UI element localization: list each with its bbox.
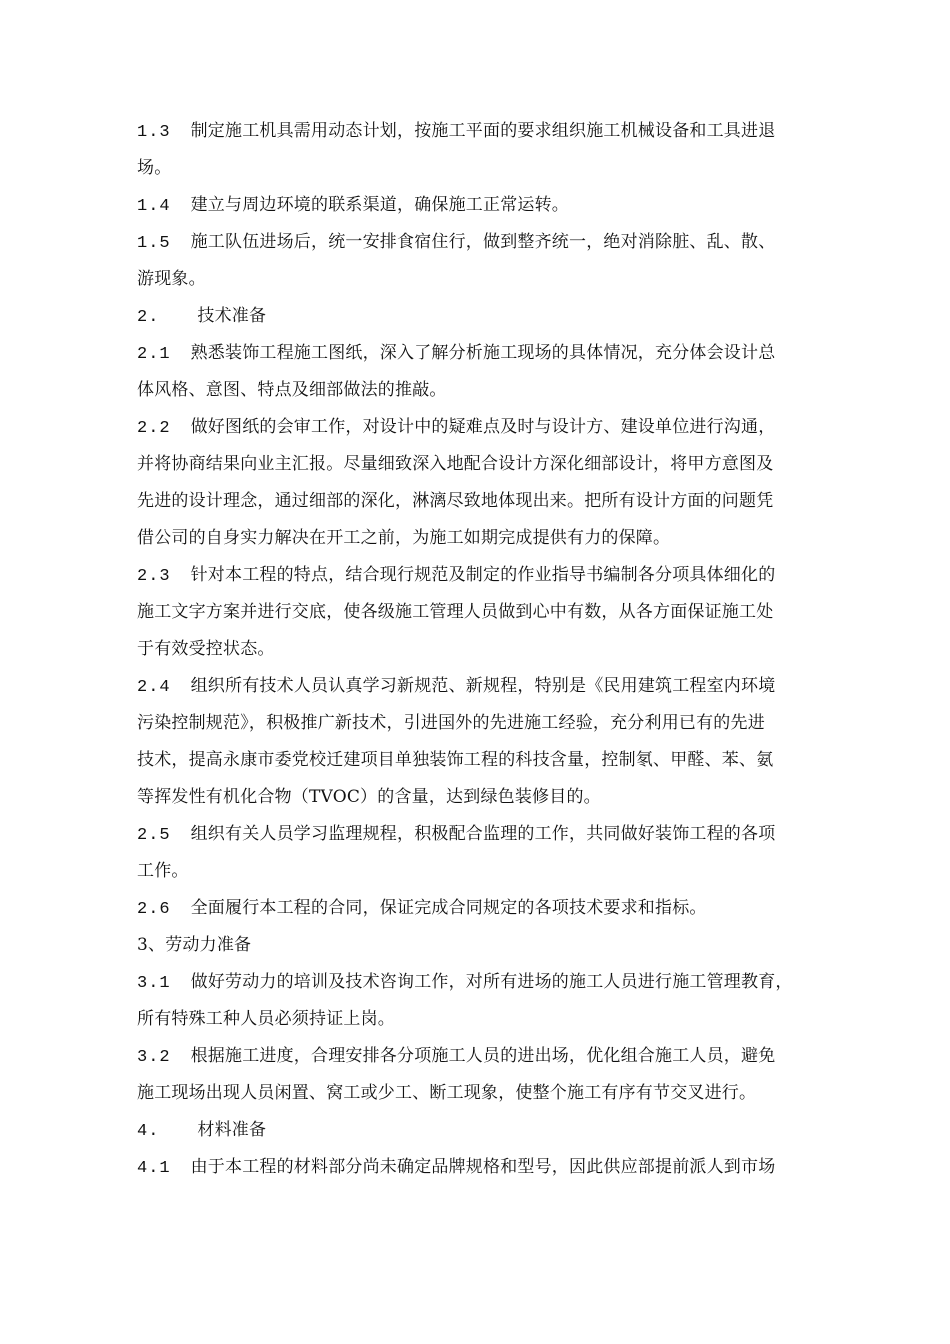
section-number: 2.3 bbox=[137, 567, 171, 586]
line-text: 施工队伍进场后，统一安排食宿住行，做到整齐统一，绝对消除脏、乱、散、 bbox=[190, 232, 776, 252]
line-text: 建立与周边环境的联系渠道，确保施工正常运转。 bbox=[190, 195, 570, 215]
text-line bbox=[137, 298, 849, 335]
section-number: 1.4 bbox=[137, 197, 171, 216]
text-line bbox=[137, 446, 849, 483]
section-number: 2.6 bbox=[137, 900, 171, 919]
text-line bbox=[137, 631, 849, 668]
text-line bbox=[137, 890, 849, 927]
line-text: 由于本工程的材料部分尚未确定品牌规格和型号，因此供应部提前派人到市场 bbox=[190, 1157, 776, 1177]
line-text: 污染控制规范》，积极推广新技术，引进国外的先进施工经验，充分利用已有的先进 bbox=[137, 713, 765, 733]
line-text: 技术，提高永康市委党校迁建项目单独装饰工程的科技含量，控制氡、甲醛、苯、氨 bbox=[137, 750, 774, 770]
text-line bbox=[137, 853, 849, 890]
text-line bbox=[137, 113, 849, 150]
text-line bbox=[137, 594, 849, 631]
line-text: 游现象。 bbox=[137, 269, 206, 289]
line-text: 先进的设计理念，通过细部的深化，淋漓尽致地体现出来。把所有设计方面的问题凭 bbox=[137, 491, 774, 511]
text-line bbox=[137, 668, 849, 705]
text-line bbox=[137, 409, 849, 446]
line-text: 施工文字方案并进行交底，使各级施工管理人员做到心中有数，从各方面保证施工处 bbox=[137, 602, 774, 622]
section-number: 2.4 bbox=[137, 678, 171, 697]
text-line bbox=[137, 742, 849, 779]
section-number: 2.2 bbox=[137, 419, 171, 438]
text-line bbox=[137, 150, 849, 187]
line-text: 借公司的自身实力解决在开工之前，为施工如期完成提供有力的保障。 bbox=[137, 528, 671, 548]
line-text: 根据施工进度，合理安排各分项施工人员的进出场，优化组合施工人员，避免 bbox=[190, 1046, 776, 1066]
text-line bbox=[137, 1038, 849, 1075]
text-line bbox=[137, 557, 849, 594]
text-line bbox=[137, 261, 849, 298]
text-line bbox=[137, 1075, 849, 1112]
text-line bbox=[137, 224, 849, 261]
line-text: 施工现场出现人员闲置、窝工或少工、断工现象，使整个施工有序有节交叉进行。 bbox=[137, 1083, 757, 1103]
line-text: 材料准备 bbox=[197, 1120, 267, 1140]
section-number: 2.5 bbox=[137, 826, 171, 845]
line-text: 场。 bbox=[137, 158, 172, 178]
text-line bbox=[137, 335, 849, 372]
line-text: 全面履行本工程的合同，保证完成合同规定的各项技术要求和指标。 bbox=[190, 898, 707, 918]
section-number: 4. bbox=[137, 1122, 160, 1141]
section-number: 3.2 bbox=[137, 1048, 171, 1067]
line-text: 熟悉装饰工程施工图纸，深入了解分析施工现场的具体情况，充分体会设计总 bbox=[190, 343, 776, 363]
line-text: 组织所有技术人员认真学习新规范、新规程，特别是《民用建筑工程室内环境 bbox=[190, 676, 776, 696]
section-number: 2. bbox=[137, 308, 160, 327]
section-number: 1.3 bbox=[137, 123, 171, 142]
text-line bbox=[137, 705, 849, 742]
line-text: 等挥发性有机化合物（TVOC）的含量，达到绿色装修目的。 bbox=[137, 787, 601, 807]
line-text: 制定施工机具需用动态计划，按施工平面的要求组织施工机械设备和工具进退 bbox=[190, 121, 776, 141]
line-text: 3、劳动力准备 bbox=[137, 935, 252, 955]
section-number: 4.1 bbox=[137, 1159, 171, 1178]
section-number: 1.5 bbox=[137, 234, 171, 253]
line-text: 做好劳动力的培训及技术咨询工作，对所有进场的施工人员进行施工管理教育， bbox=[190, 972, 793, 992]
text-line bbox=[137, 816, 849, 853]
document-body bbox=[137, 113, 849, 1186]
line-text: 于有效受控状态。 bbox=[137, 639, 275, 659]
section-number: 3.1 bbox=[137, 974, 171, 993]
text-line bbox=[137, 1149, 849, 1186]
text-line bbox=[137, 187, 849, 224]
text-line bbox=[137, 964, 849, 1001]
text-line bbox=[137, 927, 849, 964]
text-line bbox=[137, 1001, 849, 1038]
line-text: 技术准备 bbox=[197, 306, 267, 326]
text-line bbox=[137, 372, 849, 409]
line-text: 体风格、意图、特点及细部做法的推敲。 bbox=[137, 380, 447, 400]
line-text: 组织有关人员学习监理规程，积极配合监理的工作，共同做好装饰工程的各项 bbox=[190, 824, 776, 844]
text-line bbox=[137, 779, 849, 816]
line-text: 并将协商结果向业主汇报。尽量细致深入地配合设计方深化细部设计，将甲方意图及 bbox=[137, 454, 774, 474]
text-line bbox=[137, 1112, 849, 1149]
line-text: 针对本工程的特点，结合现行规范及制定的作业指导书编制各分项具体细化的 bbox=[190, 565, 776, 585]
text-line bbox=[137, 483, 849, 520]
line-text: 工作。 bbox=[137, 861, 189, 881]
section-number: 2.1 bbox=[137, 345, 171, 364]
text-line bbox=[137, 520, 849, 557]
line-text: 做好图纸的会审工作，对设计中的疑难点及时与设计方、建设单位进行沟通， bbox=[190, 417, 776, 437]
line-text: 所有特殊工种人员必须持证上岗。 bbox=[137, 1009, 395, 1029]
